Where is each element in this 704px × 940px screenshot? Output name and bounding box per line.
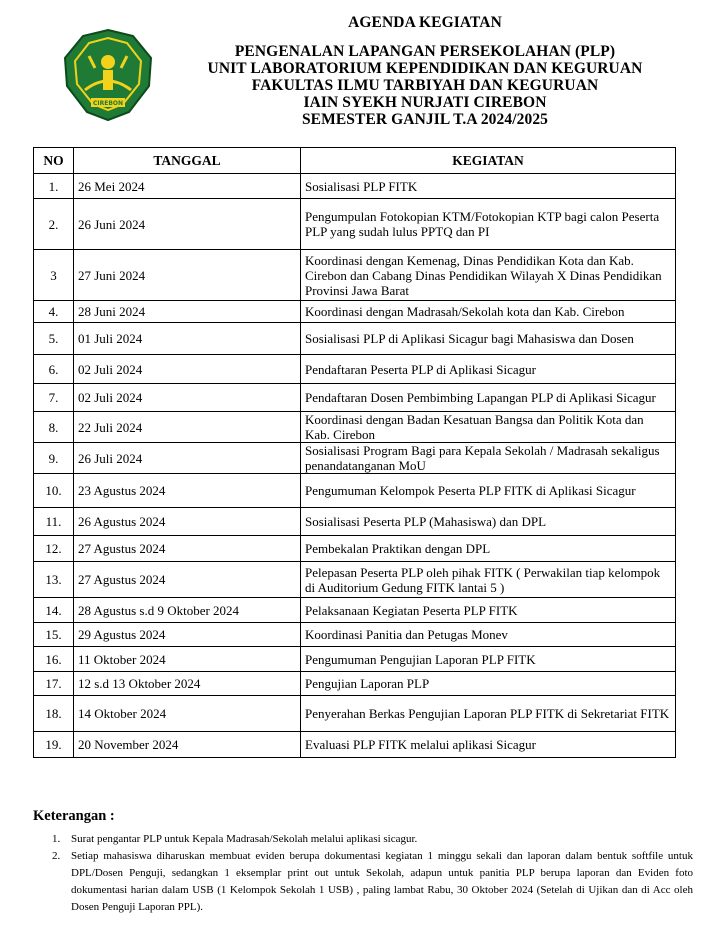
cell-no: 9.: [34, 443, 74, 474]
header-line: FAKULTAS ILMU TARBIYAH DAN KEGURUAN: [251, 77, 599, 94]
agenda-table: [33, 147, 676, 758]
cell-kegiatan: Sosialisasi Peserta PLP (Mahasiswa) dan DPL: [301, 508, 676, 536]
cell-tanggal: 28 Agustus s.d 9 Oktober 2024: [74, 598, 301, 623]
cell-kegiatan: Koordinasi dengan Kemenag, Dinas Pendidikan Kota dan Kab. Cirebon dan Cabang Dinas Pendidikan Wilayah X Dinas Pendidikan Provinsi Jawa Barat: [301, 250, 676, 301]
cell-tanggal: 27 Agustus 2024: [74, 562, 301, 598]
header-title: AGENDA KEGIATAN: [348, 14, 502, 31]
cell-kegiatan: Pengumuman Kelompok Peserta PLP FITK di Aplikasi Sicagur: [301, 474, 676, 508]
cell-no: 19.: [34, 732, 74, 758]
table-row: [34, 384, 676, 412]
column-header-tanggal: TANGGAL: [74, 148, 301, 174]
cell-kegiatan: Pelaksanaan Kegiatan Peserta PLP FITK: [301, 598, 676, 623]
cell-kegiatan: Koordinasi Panitia dan Petugas Monev: [301, 623, 676, 647]
cell-kegiatan: Pengumpulan Fotokopian KTM/Fotokopian KTP bagi calon Peserta PLP yang sudah lulus PPTQ dan PI: [301, 199, 676, 250]
notes-list: [33, 831, 693, 916]
cell-tanggal: 01 Juli 2024: [74, 323, 301, 355]
cell-no: 8.: [34, 412, 74, 443]
cell-tanggal: 26 Mei 2024: [74, 174, 301, 199]
cell-kegiatan: Penyerahan Berkas Pengujian Laporan PLP FITK di Sekretariat FITK: [301, 696, 676, 732]
table-row: [34, 443, 676, 474]
table-row: [34, 536, 676, 562]
cell-kegiatan: Sosialisasi Program Bagi para Kepala Sekolah / Madrasah sekaligus penandatanganan MoU: [301, 443, 676, 474]
cell-kegiatan: Pengujian Laporan PLP: [301, 672, 676, 696]
cell-tanggal: 22 Juli 2024: [74, 412, 301, 443]
note-item: 2. Setiap mahasiswa diharuskan membuat eviden berupa dokumentasi kegiatan 1 minggu sekali dan laporan dalam bentuk softfile untuk DPL/Dosen Penguji, sedangkan 1 eksemplar print out untuk Sekolah, adapun untuk panitia PLP berupa laporan dan Eviden foto dokumentasi harian dalam USB (1 Kelompok Sekolah 1 USB) , paling lambat Rabu, 30 Oktober 2024 (Setelah di Ujikan dan di Acc oleh Dosen Penguji Laporan PPL).: [63, 848, 693, 916]
notes-title: Keterangan :: [33, 808, 115, 824]
table-row: [34, 301, 676, 323]
institution-logo: [63, 28, 153, 122]
cell-no: 14.: [34, 598, 74, 623]
cell-tanggal: 14 Oktober 2024: [74, 696, 301, 732]
cell-tanggal: 28 Juni 2024: [74, 301, 301, 323]
table-row: [34, 355, 676, 384]
cell-no: 5.: [34, 323, 74, 355]
table-row: [34, 732, 676, 758]
cell-no: 16.: [34, 647, 74, 672]
cell-no: 7.: [34, 384, 74, 412]
cell-tanggal: 02 Juli 2024: [74, 355, 301, 384]
cell-no: 6.: [34, 355, 74, 384]
cell-no: 10.: [34, 474, 74, 508]
cell-no: 3: [34, 250, 74, 301]
cell-no: 18.: [34, 696, 74, 732]
cell-kegiatan: Sosialisasi PLP di Aplikasi Sicagur bagi Mahasiswa dan Dosen: [301, 323, 676, 355]
cell-no: 1.: [34, 174, 74, 199]
cell-kegiatan: Pembekalan Praktikan dengan DPL: [301, 536, 676, 562]
cell-tanggal: 27 Juni 2024: [74, 250, 301, 301]
notes-section: [33, 808, 693, 916]
cell-tanggal: 23 Agustus 2024: [74, 474, 301, 508]
table-row: [34, 174, 676, 199]
table-row: [34, 562, 676, 598]
cell-tanggal: 26 Juli 2024: [74, 443, 301, 474]
cell-tanggal: 11 Oktober 2024: [74, 647, 301, 672]
cell-no: 15.: [34, 623, 74, 647]
table-header-row: [34, 148, 676, 174]
cell-kegiatan: Koordinasi dengan Madrasah/Sekolah kota dan Kab. Cirebon: [301, 301, 676, 323]
logo-text: CIREBON: [92, 100, 124, 107]
table-row: [34, 474, 676, 508]
header-line: IAIN SYEKH NURJATI CIREBON: [303, 94, 547, 111]
cell-kegiatan: Sosialisasi PLP FITK: [301, 174, 676, 199]
cell-kegiatan: Evaluasi PLP FITK melalui aplikasi Sicagur: [301, 732, 676, 758]
cell-tanggal: 29 Agustus 2024: [74, 623, 301, 647]
cell-kegiatan: Pendaftaran Dosen Pembimbing Lapangan PLP di Aplikasi Sicagur: [301, 384, 676, 412]
column-header-no: NO: [34, 148, 74, 174]
cell-kegiatan: Koordinasi dengan Badan Kesatuan Bangsa dan Politik Kota dan Kab. Cirebon: [301, 412, 676, 443]
note-item: 1. Surat pengantar PLP untuk Kepala Madrasah/Sekolah melalui aplikasi sicagur.: [63, 831, 693, 848]
cell-kegiatan: Pelepasan Peserta PLP oleh pihak FITK ( Perwakilan tiap kelompok di Auditorium Gedung FITK lantai 5 ): [301, 562, 676, 598]
cell-no: 17.: [34, 672, 74, 696]
cell-tanggal: 20 November 2024: [74, 732, 301, 758]
table-row: [34, 508, 676, 536]
table-row: [34, 598, 676, 623]
table-row: [34, 647, 676, 672]
header-line: PENGENALAN LAPANGAN PERSEKOLAHAN (PLP): [234, 43, 616, 60]
cell-tanggal: 02 Juli 2024: [74, 384, 301, 412]
table-row: [34, 323, 676, 355]
cell-tanggal: 27 Agustus 2024: [74, 536, 301, 562]
cell-tanggal: 12 s.d 13 Oktober 2024: [74, 672, 301, 696]
table-row: [34, 199, 676, 250]
column-header-kegiatan: KEGIATAN: [301, 148, 676, 174]
table-row: [34, 412, 676, 443]
cell-no: 11.: [34, 508, 74, 536]
table-body: [34, 174, 676, 758]
cell-tanggal: 26 Agustus 2024: [74, 508, 301, 536]
cell-kegiatan: Pendaftaran Peserta PLP di Aplikasi Sicagur: [301, 355, 676, 384]
table-row: [34, 672, 676, 696]
table-row: [34, 250, 676, 301]
header-line: SEMESTER GANJIL T.A 2024/2025: [301, 111, 549, 128]
cell-tanggal: 26 Juni 2024: [74, 199, 301, 250]
table-row: [34, 623, 676, 647]
cell-no: 13.: [34, 562, 74, 598]
cell-no: 12.: [34, 536, 74, 562]
header-line: UNIT LABORATORIUM KEPENDIDIKAN DAN KEGURUAN: [207, 60, 643, 77]
cell-no: 4.: [34, 301, 74, 323]
cell-no: 2.: [34, 199, 74, 250]
table-row: [34, 696, 676, 732]
document-header: [150, 14, 700, 128]
cell-kegiatan: Pengumuman Pengujian Laporan PLP FITK: [301, 647, 676, 672]
